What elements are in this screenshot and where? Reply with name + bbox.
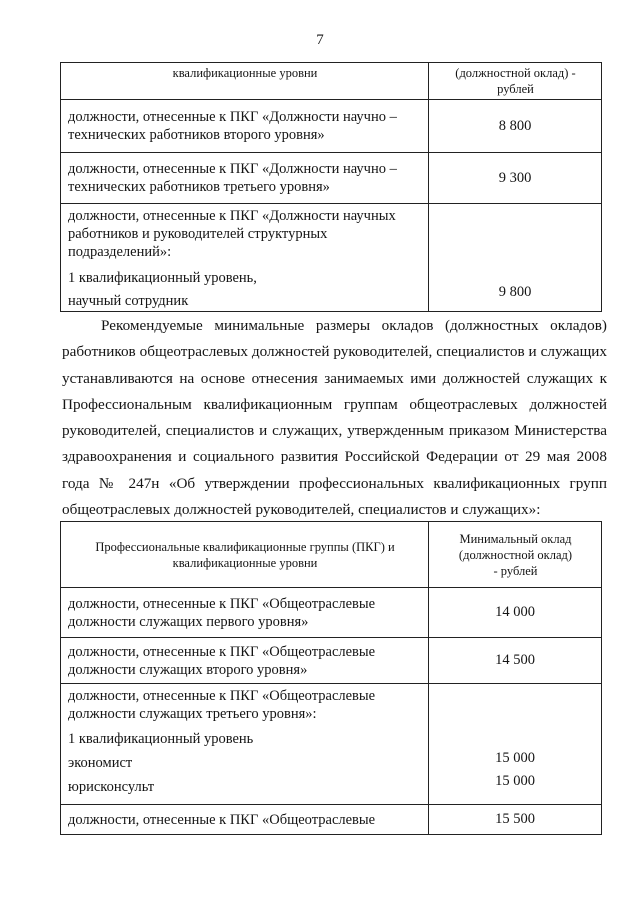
table-row <box>61 684 602 805</box>
row-description: должности, отнесенные к ПКГ «Общеотраслевые <box>61 805 429 835</box>
table-row <box>61 805 602 835</box>
header-cell-salary <box>429 63 602 100</box>
salary-table-scientific <box>60 62 602 312</box>
salary-table-general <box>60 521 602 835</box>
row-value: 8 800 <box>429 100 602 153</box>
row-description: должности, отнесенные к ПКГ «Должности научно – технических работников второго уровня» <box>61 100 429 153</box>
row-value: 15 000 15 000 <box>429 684 602 805</box>
body-paragraph: Рекомендуемые минимальные размеры окладов (должностных окладов) работников общеотраслевых должностей руководителей, специалистов и служащих устанавливаются на основе отнесения занимаемых ими должностей служащих к Профессиональным квалификационным группам общеотраслевых должностей руководителей, специалистов и служащих, утвержденным приказом Министерства здравоохранения и социального развития Российской Федерации от 29 мая 2008 года № 247н «Об утверждении профессиональных квалификационных групп общеотраслевых должностей руководителей, специалистов и служащих»: <box>62 317 607 519</box>
row-description: должности, отнесенные к ПКГ «Общеотраслевые должности служащих второго уровня» <box>61 638 429 684</box>
page-number: 7 <box>316 32 324 48</box>
row-description: должности, отнесенные к ПКГ «Общеотраслевые должности служащих первого уровня» <box>61 588 429 638</box>
header-salary-text: (должностной оклад) - рублей <box>455 66 576 96</box>
row-value: 14 500 <box>429 638 602 684</box>
table-header-row <box>61 63 602 100</box>
row-description: должности, отнесенные к ПКГ «Общеотраслевые должности служащих третьего уровня»: 1 квалификационный уровень экономист юрисконсульт <box>61 684 429 805</box>
table-row <box>61 100 602 153</box>
header-cell-groups <box>61 522 429 588</box>
row-description: должности, отнесенные к ПКГ «Должности научных работников и руководителей структурных подразделений»: 1 квалификационный уровень, научный сотрудник <box>61 204 429 312</box>
row-value: 9 800 <box>429 204 602 312</box>
table-row <box>61 153 602 204</box>
row-value: 14 000 <box>429 588 602 638</box>
table-header-row <box>61 522 602 588</box>
header-groups-text: Профессиональные квалификационные группы (ПКГ) и квалификационные уровни <box>95 539 395 570</box>
table-row <box>61 204 602 312</box>
table-row <box>61 638 602 684</box>
header-cell-min-salary <box>429 522 602 588</box>
row-value: 15 500 <box>429 805 602 835</box>
header-min-salary-text: Минимальный оклад (должностной оклад) - рублей <box>458 531 573 578</box>
row-value: 9 300 <box>429 153 602 204</box>
header-levels-text: квалификационные уровни <box>172 66 318 80</box>
row-description: должности, отнесенные к ПКГ «Должности научно – технических работников третьего уровня» <box>61 153 429 204</box>
header-cell-levels <box>61 63 429 100</box>
table-row <box>61 588 602 638</box>
